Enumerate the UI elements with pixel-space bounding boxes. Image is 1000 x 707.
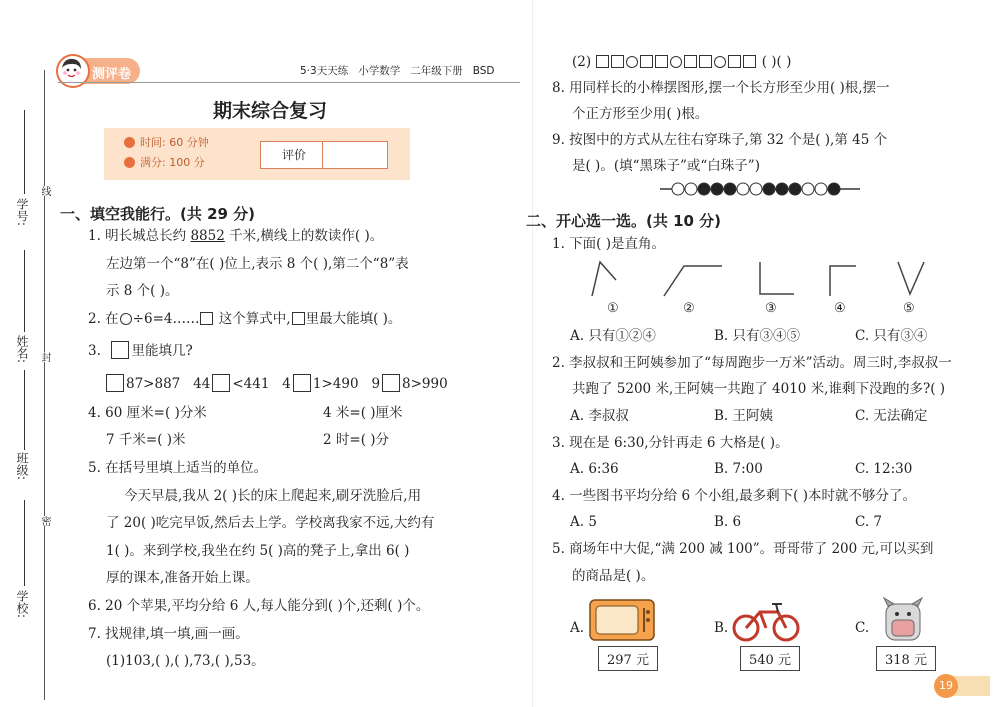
answer-box[interactable]: [293, 374, 311, 392]
seal-mark-1: 线: [39, 186, 50, 196]
question-8-line1: 8. 用同样长的小棒摆图形,摆一个长方形至少用( )根,摆一: [552, 80, 890, 96]
choice-question-2-line1: 2. 李叔叔和王阿姨参加了“每周跑步一万米”活动。周三时,李叔叔一: [552, 355, 952, 371]
question-4-a-left: 4. 60 厘米=( )分米: [88, 405, 207, 421]
name-label: 姓名:: [15, 335, 29, 364]
square-icon: [611, 55, 624, 68]
page-fold: [532, 0, 533, 707]
q4-option-b[interactable]: B. 6: [714, 514, 742, 530]
question-9-line2: 是( )。(填“黑珠子”或“白珠子”): [572, 158, 760, 174]
name-blank: [24, 250, 25, 332]
binding-line: [44, 70, 45, 700]
seal-mark-2: 封: [39, 352, 50, 362]
class-label: 班级:: [15, 452, 29, 481]
grade-name: 二年级下册: [410, 65, 463, 77]
question-1-line1: 1. 明长城总长约 8852 千米,横线上的数读作( )。: [88, 228, 384, 244]
q3-option-c[interactable]: C. 12:30: [855, 461, 913, 477]
q1-option-b[interactable]: B. 只有③④⑤: [714, 328, 801, 344]
angle-label-5: ⑤: [903, 301, 915, 316]
square-icon: [699, 55, 712, 68]
choice-question-5-line2: 的商品是( )。: [572, 568, 655, 584]
q3-item: 87>887: [104, 376, 180, 392]
school-label: 学校:: [15, 590, 29, 619]
student-no-label: 学号:: [15, 198, 29, 227]
circle-icon: [714, 56, 726, 68]
question-5-line2: 了 20( )吃完早饭,然后去上学。学校离我家不远,大约有: [106, 515, 435, 531]
angle-2-icon: [664, 266, 722, 296]
square-icon: [728, 55, 741, 68]
badge-text: 测评卷: [92, 67, 132, 82]
question-1-line3: 示 8 个( )。: [106, 283, 179, 299]
square-icon: [743, 55, 756, 68]
q1-option-c[interactable]: C. 只有③④: [855, 328, 928, 344]
angle-5-icon: [898, 262, 924, 294]
angle-3-icon: [760, 262, 794, 294]
product-b-price: 540 元: [740, 646, 800, 671]
header-info: [300, 66, 495, 77]
answer-box[interactable]: [212, 374, 230, 392]
question-8-line2: 个正方形至少用( )根。: [572, 106, 709, 122]
question-6: 6. 20 个苹果,平均分给 6 人,每人能分到( )个,还剩( )个。: [88, 598, 430, 614]
backpack-icon: [882, 596, 924, 644]
page-number: 19: [934, 674, 958, 698]
question-2: 2. 在 ÷6=4…… 这个算式中, 里最大能填( )。: [88, 311, 402, 327]
angle-label-4: ④: [834, 301, 846, 316]
question-1-line2: 左边第一个“8”在( )位上,表示 8 个( ),第二个“8”表: [106, 256, 409, 272]
product-c-price: 318 元: [876, 646, 936, 671]
evaluation-label: 评价: [282, 148, 307, 162]
choice-question-4: 4. 一些图书平均分给 6 个小组,最多剩下( )本时就不够分了。: [552, 488, 916, 504]
question-5-line1: 今天早晨,我从 2( )长的床上爬起来,刷牙洗脸后,用: [124, 488, 422, 504]
seal-mark-3: 密: [39, 516, 50, 526]
question-5-line4: 厚的课本,准备开始上课。: [106, 570, 259, 586]
school-blank: [24, 500, 25, 586]
q4-option-a[interactable]: A. 5: [570, 514, 597, 530]
question-7-part1: (1)103,( ),( ),73,( ),53。: [106, 653, 265, 669]
square-icon: [640, 55, 653, 68]
answer-box[interactable]: [106, 374, 124, 392]
q2-option-b[interactable]: B. 王阿姨: [714, 408, 774, 424]
q3-option-a[interactable]: A. 6:36: [570, 461, 619, 477]
question-7-part2: (2) ( )( ): [572, 54, 792, 70]
underlined-number: 8852: [190, 228, 225, 244]
square-icon: [655, 55, 668, 68]
header-rule: [58, 82, 520, 83]
clock-icon: [124, 137, 135, 148]
question-3: 3. 里能填几?: [88, 343, 193, 359]
angle-label-3: ③: [765, 301, 777, 316]
square-blank-icon: [292, 312, 305, 325]
question-5: 5. 在括号里填上适当的单位。: [88, 460, 268, 476]
square-icon: [596, 55, 609, 68]
choice-question-5-line1: 5. 商场年中大促,“满 200 减 100”。哥哥带了 200 元,可以买到: [552, 541, 934, 557]
answer-box[interactable]: [382, 374, 400, 392]
choice-question-1: 1. 下面( )是直角。: [552, 236, 665, 252]
score-icon: [124, 157, 135, 168]
page-title: 期末综合复习: [212, 100, 327, 122]
q3-item: 4 1>490: [282, 376, 359, 392]
angle-4-icon: [830, 266, 856, 296]
product-c-label[interactable]: C.: [855, 620, 870, 636]
q2-option-a[interactable]: A. 李叔叔: [570, 408, 629, 424]
square-blank-icon: [111, 341, 129, 359]
question-4-b-right: 2 时=( )分: [323, 432, 390, 448]
angle-label-1: ①: [607, 301, 619, 316]
edition-name: BSD: [472, 65, 495, 77]
q3-item: 44 <441: [193, 376, 270, 392]
choice-question-2-line2: 共跑了 5200 米,王阿姨一共跑了 4010 米,谁剩下没跑的多?( ): [572, 381, 946, 397]
q2-option-c[interactable]: C. 无法确定: [855, 408, 928, 424]
circle-blank-icon: [120, 313, 132, 325]
question-3-items: [104, 374, 448, 392]
product-b-label[interactable]: B.: [714, 620, 729, 636]
choice-question-3: 3. 现在是 6:30,分针再走 6 大格是( )。: [552, 435, 789, 451]
class-blank: [24, 370, 25, 450]
q1-option-a[interactable]: A. 只有①②④: [570, 328, 656, 344]
series-name: 5·3天天练: [300, 65, 349, 77]
square-icon: [684, 55, 697, 68]
question-4-a-right: 4 米=( )厘米: [323, 405, 403, 421]
bead-string-figure: [660, 181, 860, 197]
square-blank-icon: [200, 312, 213, 325]
question-9-line1: 9. 按图中的方式从左往右穿珠子,第 32 个是( ),第 45 个: [552, 132, 888, 148]
angle-1-icon: [592, 262, 616, 296]
circle-icon: [626, 56, 638, 68]
q4-option-c[interactable]: C. 7: [855, 514, 883, 530]
bicycle-icon: [732, 598, 800, 644]
section1-heading: 一、填空我能行。(共 29 分): [60, 205, 256, 223]
time-limit: 时间: 60 分钟: [140, 136, 209, 149]
section2-heading: 二、开心选一选。(共 10 分): [526, 212, 722, 230]
angle-label-2: ②: [683, 301, 695, 316]
q3-option-b[interactable]: B. 7:00: [714, 461, 763, 477]
full-score: 满分: 100 分: [140, 156, 205, 169]
product-a-price: 297 元: [598, 646, 658, 671]
question-4-b-left: 7 千米=( )米: [106, 432, 186, 448]
question-7: 7. 找规律,填一填,画一画。: [88, 626, 249, 642]
subject-name: 小学数学: [358, 65, 401, 77]
q3-item: 9 8>990: [371, 376, 448, 392]
product-a-label[interactable]: A.: [570, 620, 585, 636]
circle-icon: [670, 56, 682, 68]
evaluation-field[interactable]: [323, 142, 385, 168]
question-5-line3: 1( )。来到学校,我坐在约 5( )高的凳子上,拿出 6( ): [106, 543, 410, 559]
angle-figures: [580, 258, 940, 298]
microwave-icon: [588, 598, 656, 644]
